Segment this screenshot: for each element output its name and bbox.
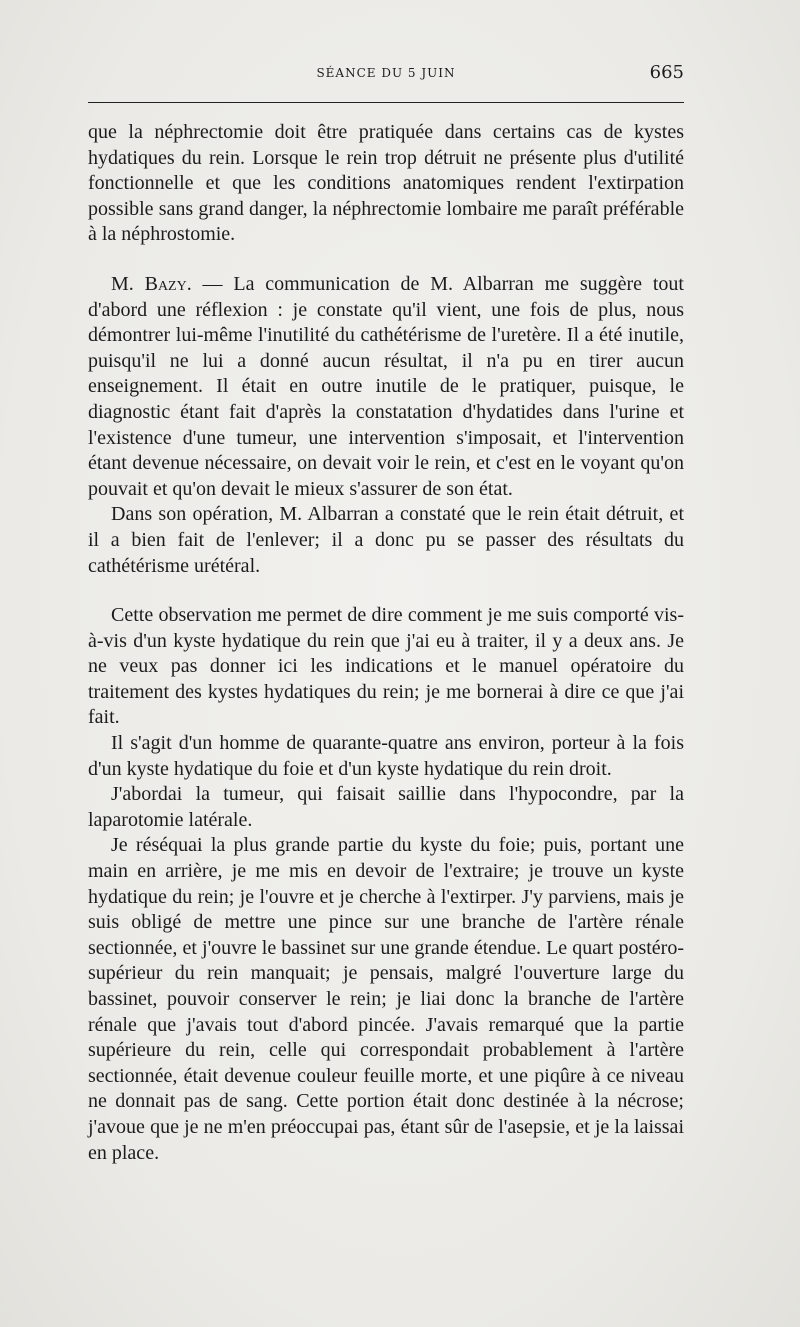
header-rule: [88, 102, 684, 103]
paragraph-2: [88, 272, 684, 502]
body-text: [88, 120, 684, 1166]
paragraph-3: Dans son opération, M. Albarran a constaté que le rein était détruit, et il a bien fait de l'enlever; il a donc pu se passer des résultats du cathétérisme urétéral.: [88, 503, 684, 577]
running-head: SÉANCE DU 5 JUIN: [316, 66, 456, 80]
page-number: 665: [649, 62, 684, 83]
paragraph-4: Cette observation me permet de dire comment je me suis comporté vis-à-vis d'un kyste hydatique du rein que j'ai eu à traiter, il y a deux ans. Je ne veux pas donner ici les indications et le manuel opératoire du traitement des kystes hydatiques du rein; je me bornerai à dire ce que j'ai fait.: [88, 604, 684, 729]
page-header: [88, 62, 684, 88]
paragraph-2-text: — La communication de M. Albarran me suggère tout d'abord une réflexion : je constate qu'il vient, une fois de plus, nous démontrer lui-même l'inutilité du cathétérisme de l'uretère. Il a été inutile, puisqu'il ne lui a donné aucun résultat, il n'a pu en tirer aucun enseignement. Il était en outre inutile de le pratiquer, puisque, le diagnostic étant fait d'après la constatation d'hydatides dans l'urine et l'existence d'une tumeur, une intervention s'imposait, et l'intervention étant devenue nécessaire, on devait voir le rein, et c'est en le voyant qu'on pouvait et qu'on devait le mieux s'assurer de son état.: [88, 272, 684, 500]
paragraph-7: Je réséquai la plus grande partie du kyste du foie; puis, portant une main en arrière, je me mis en devoir de l'extraire; je trouve un kyste hydatique du rein; je l'ouvre et je cherche à l'extirper. J'y parviens, mais je suis obligé de mettre une pince sur une branche de l'artère rénale sectionnée, et j'ouvre le bassinet sur une grande étendue. Le quart postéro-supérieur du rein manquait; je pensais, malgré l'ouverture large du bassinet, pouvoir conserver le rein; je liai donc la branche de l'artère rénale que j'avais tout d'abord pincée. J'avais remarqué que la partie supérieure du rein, celle qui correspondait probablement à l'artère sectionnée, était devenue couleur feuille morte, et une piqûre à ce niveau ne donnait pas de sang. Cette portion était donc destinée à la nécrose; j'avoue que je ne m'en préoccupai pas, étant sûr de l'asepsie, et je la laissai en place.: [88, 834, 684, 1164]
paragraph-5: Il s'agit d'un homme de quarante-quatre ans environ, porteur à la fois d'un kyste hydatique du foie et d'un kyste hydatique du rein droit.: [88, 732, 684, 780]
speaker-name: M. Bazy.: [111, 272, 192, 295]
paragraph-6: J'abordai la tumeur, qui faisait saillie dans l'hypocondre, par la laparotomie latérale.: [88, 783, 684, 831]
paragraph-1: que la néphrectomie doit être pratiquée dans certains cas de kystes hydatiques du rein. Lorsque le rein trop détruit ne présente plus d'utilité fonctionnelle et que les conditions anatomiques rendent l'extirpation possible sans grand danger, la néphrectomie lombaire me paraît préférable à la néphrostomie.: [88, 121, 684, 246]
